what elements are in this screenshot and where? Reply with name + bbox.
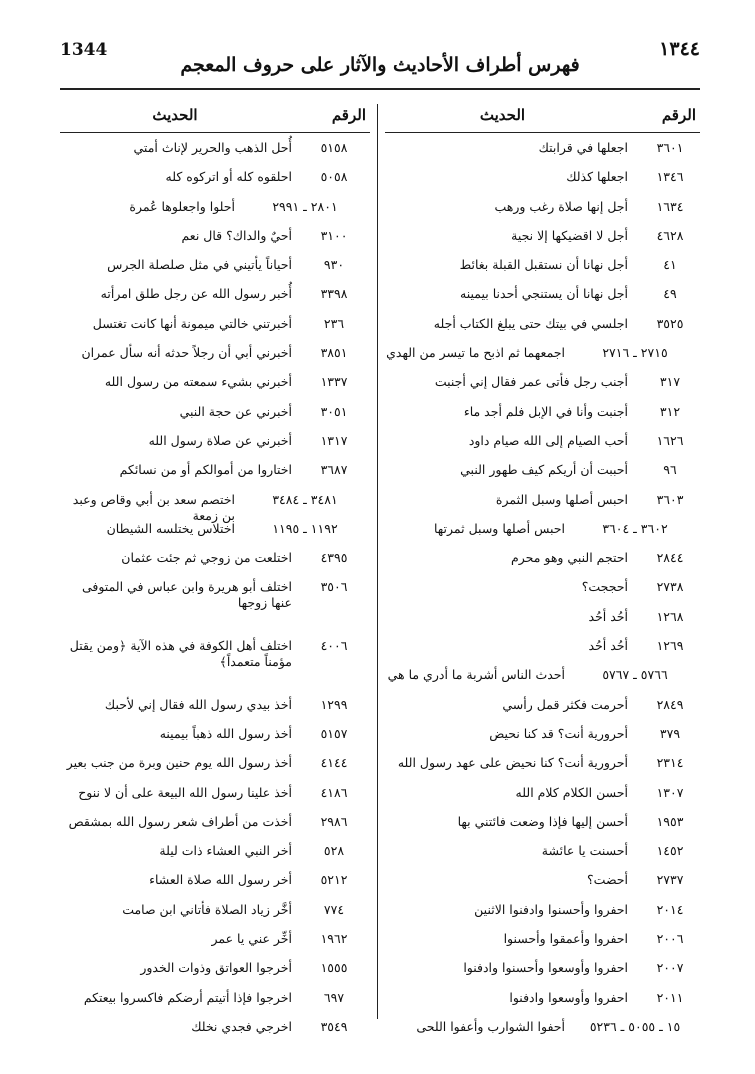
entry-number: ٣٦٨٧ (320, 462, 348, 478)
entry-hadith-text: اختلف أبو هريرة وابن عباس في المتوفى عنها زوجها (81, 579, 292, 611)
page-header (60, 38, 700, 82)
index-entry (60, 748, 370, 777)
entry-hadith-text: أخذت من أطراف شعر رسول الله بمشقص (68, 813, 292, 829)
entry-number: ٥٢٨ (323, 843, 345, 859)
entry-hadith-text: أحفوا الشوارب وأعفوا اللحى (416, 1018, 565, 1034)
index-entry (60, 572, 370, 631)
entry-hadith-text: اختلاس يختلسه الشيطان (106, 520, 235, 536)
entry-hadith-text: أحب الصيام إلى الله صيام داود (468, 432, 628, 448)
left-column-header (60, 96, 370, 133)
entry-number: ١٣٠٧ (656, 784, 684, 800)
index-entry (60, 778, 370, 807)
entry-number: ٣٦٠٢ ـ ٣٦٠٤ (602, 520, 668, 536)
entry-number: ٣٦٠٣ (656, 491, 684, 507)
entry-number: ٩٣٠ (323, 257, 345, 273)
entry-number: ١٣١٧ (320, 432, 348, 448)
entry-hadith-text: اخرجوا فإذا أتيتم أرضكم فاكسروا بيعتكم (83, 989, 292, 1005)
index-entry (60, 133, 370, 162)
entry-hadith-text: أخر رسول الله صلاة العشاء (149, 872, 292, 888)
entry-hadith-text: احفروا وأوسعوا وادفنوا (509, 989, 628, 1005)
entry-hadith-text: اجعلها في قرابتك (538, 140, 628, 155)
index-entry (60, 631, 370, 690)
index-entry (385, 309, 700, 338)
entry-number: ٢٨٤٩ (656, 696, 684, 712)
entry-number: ٣٣٩٨ (320, 286, 348, 302)
entry-number: ٢٠٠٦ (656, 931, 684, 947)
entry-hadith-text: أجل نهانا أن نستقبل القبلة بغائط (459, 257, 628, 273)
index-entry (60, 543, 370, 572)
entry-number: ٣٨٥١ (320, 345, 348, 361)
entry-number: ٣٠٥١ (320, 403, 348, 419)
entry-hadith-text: اجمعهما ثم اذبح ما تيسر من الهدي (386, 345, 565, 361)
index-entry (60, 836, 370, 865)
index-entry (60, 807, 370, 836)
entry-hadith-text: احفروا وأعمقوا وأحسنوا (503, 931, 628, 947)
entry-number: ٣٥٠٦ (320, 579, 348, 595)
page-number-arabic: ١٣٤٤ (659, 38, 700, 60)
entry-number: ١٥٥٥ (320, 960, 348, 976)
entry-hadith-text: أخِّر عني يا عمر (211, 931, 292, 947)
header-rule (60, 88, 700, 90)
entry-hadith-text: أحياناً يأتيني في مثل صلصلة الجرس (107, 257, 292, 273)
index-entry (385, 221, 700, 250)
index-entry (60, 895, 370, 924)
entry-number: ٤٩ (663, 286, 677, 302)
entry-hadith-text: أخَّر زياد الصلاة فأتاني ابن صامت (122, 901, 292, 917)
index-entry (385, 133, 700, 162)
entry-hadith-text: أخبرتني خالتي ميمونة أنها كانت تغتسل (92, 315, 292, 331)
entry-hadith-text: أجل نهانا أن يستنجي أحدنا بيمينه (460, 286, 628, 302)
index-entry (60, 367, 370, 396)
entry-hadith-text: أحرورية أنت؟ قد كنا نحيض (489, 725, 628, 741)
entry-number: ٢٨٤٤ (656, 550, 684, 566)
right-index-rows (385, 133, 700, 1041)
entry-hadith-text: أخبرني بشيء سمعته من رسول الله (104, 374, 292, 390)
entry-number: ٣١٢ (659, 403, 681, 419)
hadith-column-label: الحديث (152, 106, 198, 124)
entry-hadith-text: أجل لا اقضيكها إلا نجية (511, 227, 628, 243)
index-entry (60, 250, 370, 279)
index-entry (60, 1012, 370, 1041)
column-divider (377, 104, 378, 1019)
entry-hadith-text: أحججت؟ (581, 579, 628, 595)
index-entry (60, 514, 370, 543)
entry-number: ٣٥٤٩ (320, 1018, 348, 1034)
index-entry (385, 426, 700, 455)
entry-hadith-text: أحُد أحُد (588, 638, 628, 654)
index-entry (385, 397, 700, 426)
index-entry (385, 660, 700, 689)
left-index-column (60, 96, 370, 1041)
entry-number: ٥٧٦٦ ـ ٥٧٦٧ (602, 667, 668, 683)
index-entry (60, 485, 370, 523)
index-entry (385, 895, 700, 924)
index-entry (385, 572, 700, 601)
index-entry (60, 719, 370, 748)
right-column-header (385, 96, 700, 133)
entry-hadith-text: أخذ علينا رسول الله البيعة على أن لا ننوح (78, 784, 292, 800)
index-entry (60, 309, 370, 338)
entry-hadith-text: أحلوا واجعلوها عُمرة (129, 198, 235, 214)
index-entry (60, 426, 370, 455)
index-entry (60, 690, 370, 719)
entry-hadith-text: أخبرني عن صلاة رسول الله (148, 432, 292, 448)
left-index-rows (60, 133, 370, 1041)
page-title: فهرس أطراف الأحاديث والآثار على حروف المعجم (180, 54, 580, 76)
entry-number: ١٩٥٣ (656, 813, 684, 829)
index-entry (385, 807, 700, 836)
index-entry (385, 455, 700, 484)
index-entry (385, 690, 700, 719)
entry-hadith-text: احبس أصلها وسبل الثمرة (495, 491, 628, 507)
entry-number: ٢٠٠٧ (656, 960, 684, 976)
entry-hadith-text: أحسن الكلام كلام الله (515, 784, 628, 800)
entry-number: ٥٢١٢ (320, 872, 348, 888)
hadith-column-label: الحديث (479, 106, 526, 124)
index-entry (385, 983, 700, 1012)
entry-number: ٤١٤٤ (320, 755, 348, 771)
page-number-latin: 1344 (60, 40, 108, 60)
entry-hadith-text: اجلسي في بيتك حتى يبلغ الكتاب أجله (433, 315, 628, 331)
entry-number: ٢٧٣٧ (656, 872, 684, 888)
entry-hadith-text: أحدث الناس أشربة ما أدري ما هي (387, 667, 565, 683)
entry-hadith-text: أحسنت يا عائشة (541, 843, 628, 859)
entry-hadith-text: أخرجوا العواتق وذوات الخدور (140, 960, 292, 976)
index-entry (385, 602, 700, 631)
entry-number: ١١٩٢ ـ ١١٩٥ (272, 520, 338, 536)
entry-hadith-text: أحضت؟ (587, 872, 628, 888)
entry-hadith-text: أخذ رسول الله ذهباً بيمينه (159, 725, 292, 741)
entry-hadith-text: اختاروا من أموالكم أو من نسائكم (119, 462, 292, 478)
index-entry (60, 924, 370, 953)
entry-hadith-text: احلقوه كله أو اتركوه كله (165, 169, 292, 185)
entry-number: ١٥ ـ ٥٠٥٥ ـ ٥٢٣٦ (589, 1018, 681, 1034)
index-entry (385, 631, 700, 660)
entry-hadith-text: أجل إنها صلاة رغب ورهب (494, 198, 628, 214)
entry-hadith-text: احفروا وأحسنوا وادفنوا الاثنين (474, 901, 628, 917)
entry-number: ٣١٧ (659, 374, 681, 390)
entry-number: ٢٩٨٦ (320, 813, 348, 829)
index-entry (385, 865, 700, 894)
entry-hadith-text: أخذ بيدي رسول الله فقال إني لأحبك (104, 696, 292, 712)
index-entry (60, 279, 370, 308)
index-entry (385, 367, 700, 396)
index-entry (385, 953, 700, 982)
entry-hadith-text: أحُد أحُد (588, 608, 628, 624)
index-entry (60, 397, 370, 426)
index-entry (60, 455, 370, 484)
entry-number: ٣٥٢٥ (656, 315, 684, 331)
right-index-column (385, 96, 700, 1041)
entry-number: ٤٠٠٦ (320, 638, 348, 654)
entry-number: ١٣٣٧ (320, 374, 348, 390)
entry-number: ٢٨٠١ ـ ٢٩٩١ (272, 198, 338, 214)
entry-number: ٩٦ (663, 462, 677, 478)
index-entry (60, 192, 370, 221)
index-entry (385, 1012, 700, 1041)
entry-number: ٣٤٨١ ـ ٣٤٨٤ (272, 491, 338, 507)
entry-hadith-text: اجعلها كذلك (566, 169, 628, 185)
index-entry (385, 338, 700, 367)
index-entry (385, 778, 700, 807)
entry-hadith-text: أُحل الذهب والحرير لإناث أمتي (133, 140, 292, 155)
entry-hadith-text: أجنب رجل فأتى عمر فقال إني أجنبت (434, 374, 628, 390)
entry-number: ٤١ (663, 257, 677, 273)
index-entry (385, 485, 700, 514)
number-column-label: الرقم (661, 106, 696, 124)
entry-hadith-text: احتجم النبي وهو محرم (510, 550, 628, 566)
entry-hadith-text: أخر النبي العشاء ذات ليلة (159, 843, 292, 859)
index-entry (385, 719, 700, 748)
index-entry (385, 514, 700, 543)
entry-number: ١٩٦٢ (320, 931, 348, 947)
entry-number: ٤٦٢٨ (656, 227, 684, 243)
entry-number: ٥١٥٨ (320, 140, 348, 155)
index-entry (60, 162, 370, 191)
entry-number: ١٢٩٩ (320, 696, 348, 712)
entry-hadith-text: اختلف أهل الكوفة في هذه الآية ﴿ومن يقتل مؤمناً متعمداً﴾ (69, 638, 292, 670)
entry-hadith-text: أجنبت وأنا في الإبل فلم أجد ماء (463, 403, 628, 419)
entry-number: ٥١٥٧ (320, 725, 348, 741)
entry-hadith-text: أحرمت فكثر قمل رأسي (502, 696, 628, 712)
entry-hadith-text: أخذ رسول الله يوم حنين وبرة من جنب بعير (66, 755, 292, 771)
entry-hadith-text: احبس أصلها وسبل ثمرتها (433, 520, 565, 536)
entry-number: ٢٧١٥ ـ ٢٧١٦ (602, 345, 668, 361)
entry-hadith-text: أُخبر رسول الله عن رجل طلق امرأته (100, 286, 292, 302)
entry-number: ١٢٦٩ (656, 638, 684, 654)
entry-hadith-text: أحيٌ والداك؟ قال نعم (181, 227, 292, 243)
entry-number: ٢٠١٤ (656, 901, 684, 917)
entry-number: ٢٠١١ (656, 989, 684, 1005)
entry-number: ٦٩٧ (323, 989, 345, 1005)
entry-hadith-text: أخبرني أبي أن رجلاً حدثه أنه سأل عمران (81, 345, 292, 361)
index-entry (60, 953, 370, 982)
entry-hadith-text: أحرورية أنت؟ كنا نحيض على عهد رسول الله (397, 755, 628, 771)
entry-number: ٣٦٠١ (656, 140, 684, 155)
entry-hadith-text: اختلعت من زوجي ثم جئت عثمان (121, 550, 292, 566)
index-entry (60, 221, 370, 250)
entry-hadith-text: احفروا وأوسعوا وأحسنوا وادفنوا (463, 960, 628, 976)
entry-hadith-text: أخبرني عن حجة النبي (179, 403, 292, 419)
entry-number: ١٤٥٢ (656, 843, 684, 859)
entry-number: ١٣٤٦ (656, 169, 684, 185)
entry-hadith-text: اختصم سعد بن أبي وقاص وعبد بن زمعة (72, 491, 235, 523)
index-entry (385, 543, 700, 572)
entry-number: ٤١٨٦ (320, 784, 348, 800)
index-entry (385, 192, 700, 221)
entry-hadith-text: اخرجي فجدي نخلك (191, 1018, 292, 1034)
entry-number: ١٦٣٤ (656, 198, 684, 214)
index-entry (385, 748, 700, 777)
entry-number: ٣٧٩ (659, 725, 681, 741)
entry-number: ٢٣١٤ (656, 755, 684, 771)
entry-number: ٤٣٩٥ (320, 550, 348, 566)
index-entry (385, 924, 700, 953)
number-column-label: الرقم (331, 106, 366, 124)
index-entry (385, 250, 700, 279)
entry-hadith-text: أحببت أن أريكم كيف طهور النبي (460, 462, 628, 478)
entry-number: ١٦٢٦ (656, 432, 684, 448)
index-entry (385, 836, 700, 865)
index-entry (60, 983, 370, 1012)
entry-number: ٥٠٥٨ (320, 169, 348, 185)
entry-hadith-text: أحسن إليها فإذا وضعت فائتني بها (457, 813, 628, 829)
index-entry (385, 279, 700, 308)
index-entry (385, 162, 700, 191)
entry-number: ٣١٠٠ (320, 227, 348, 243)
index-entry (60, 338, 370, 367)
index-entry (60, 865, 370, 894)
entry-number: ٢٧٣٨ (656, 579, 684, 595)
entry-number: ٧٧٤ (323, 901, 345, 917)
entry-number: ٢٣٦ (323, 315, 345, 331)
entry-number: ١٢٦٨ (656, 608, 684, 624)
